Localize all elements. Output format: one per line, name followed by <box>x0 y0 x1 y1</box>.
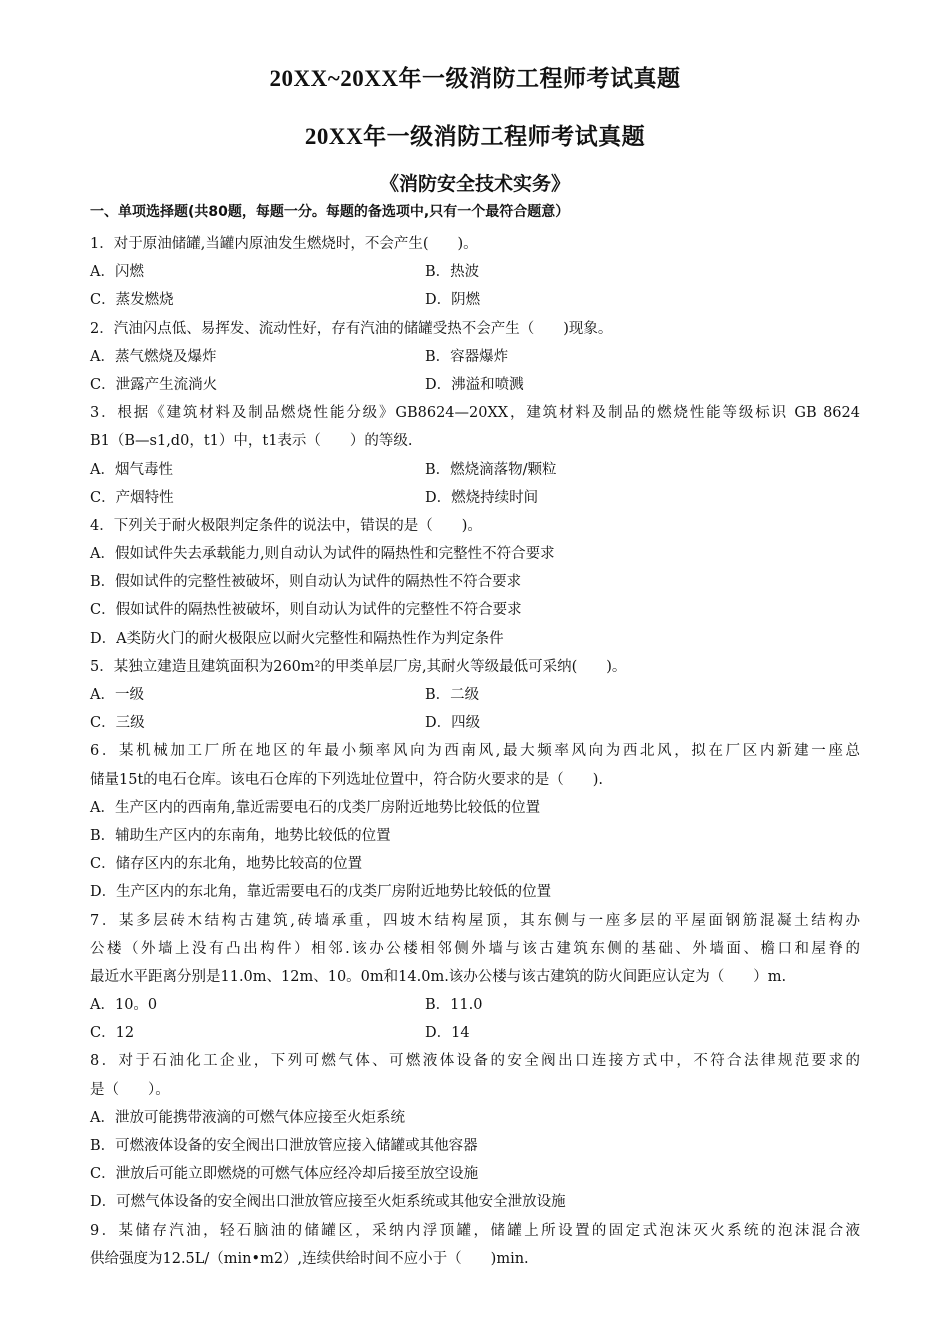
question-3-stem-line: B1（B—s1,d0，t1）中，t1表示（ ）的等级. <box>90 433 413 450</box>
question-3-option-row <box>90 484 860 512</box>
question-5-stem-line: 5．某独立建造且建筑面积为260m²的甲类单层厂房,其耐火等级最低可采纳( )。 <box>90 658 627 675</box>
document-title-range: 20XX~20XX年一级消防工程师考试真题 <box>269 66 681 91</box>
question-7-stem-line: 公楼（外墙上没有凸出构件）相邻.该办公楼相邻侧外墙与该古建筑东侧的基础、外墙面、檐口和屋脊的 <box>90 940 860 957</box>
question-1-option-row <box>90 258 860 286</box>
question-4-option: C．假如试件的隔热性被破坏，则自动认为试件的完整性不符合要求 <box>90 602 522 619</box>
question-5-option-row <box>90 709 860 737</box>
question-1-option: B．热波 <box>425 264 480 281</box>
question-7-stem-line: 最近水平距离分别是11.0m、12m、10。0m和14.0m.该办公楼与该古建筑的防火间距应认定为（ ）m. <box>90 968 787 985</box>
question-8-option: C．泄放后可能立即燃烧的可燃气体应经冷却后接至放空设施 <box>90 1166 479 1183</box>
question-4-option: D．A类防火门的耐火极限应以耐火完整性和隔热性作为判定条件 <box>90 630 504 647</box>
question-4-option: A．假如试件失去承载能力,则自动认为试件的隔热性和完整性不符合要求 <box>90 546 555 563</box>
question-1-option: C．蒸发燃烧 <box>90 292 174 309</box>
question-6-stem-line: 储量15t的电石仓库。该电石仓库的下列选址位置中，符合防火要求的是（ ). <box>90 771 604 788</box>
question-5-option: D．四级 <box>425 715 481 732</box>
question-3-option: A．烟气毒性 <box>90 461 173 478</box>
question-2-option-row <box>90 371 860 399</box>
question-7-option: B．11.0 <box>425 997 483 1014</box>
question-1-option-row <box>90 286 860 314</box>
question-4-stem-line: 4．下列关于耐火极限判定条件的说法中，错误的是（ )。 <box>90 517 482 534</box>
question-7-option-row <box>90 991 860 1019</box>
question-8-option: D．可燃气体设备的安全阀出口泄放管应接至火炬系统或其他安全泄放设施 <box>90 1194 566 1211</box>
subject-title: 《消防安全技术实务》 <box>379 173 570 195</box>
question-7-option: A．10。0 <box>90 997 158 1014</box>
question-2-option: C．泄露产生流淌火 <box>90 376 218 393</box>
question-5-option: B．二级 <box>425 687 480 703</box>
question-1-option: A．闪燃 <box>90 264 144 281</box>
question-6-option: A．生产区内的西南角,靠近需要电石的戊类厂房附近地势比较低的位置 <box>90 799 541 816</box>
question-6-option: D．生产区内的东北角，靠近需要电石的戊类厂房附近地势比较低的位置 <box>90 884 552 901</box>
question-3-option-row <box>90 456 860 484</box>
question-5-option: A．一级 <box>90 687 144 703</box>
question-5-option-row <box>90 681 860 709</box>
question-1-stem-line: 1．对于原油储罐,当罐内原油发生燃烧时，不会产生( )。 <box>90 236 478 252</box>
question-9-stem-line: 供给强度为12.5L/（min•m2）,连续供给时间不应小于（ )min. <box>90 1250 529 1267</box>
question-7-option: C．12 <box>90 1025 135 1042</box>
document-title-year: 20XX年一级消防工程师考试真题 <box>304 124 646 149</box>
question-4-option: B．假如试件的完整性被破坏，则自动认为试件的隔热性不符合要求 <box>90 574 522 591</box>
question-9-stem-line: 9．某储存汽油，轻石脑油的储罐区，采纳内浮顶罐，储罐上所设置的固定式泡沫灭火系统的泡沫混合液 <box>90 1222 860 1239</box>
section-heading: 一、单项选择题(共80题，每题一分。每题的备选项中,只有一个最符合题意） <box>90 204 570 220</box>
question-7-option-row <box>90 1019 860 1047</box>
question-8-stem-line: 8．对于石油化工企业，下列可燃气体、可燃液体设备的安全阀出口连接方式中，不符合法律规范要求的 <box>90 1053 860 1070</box>
question-7-stem-line: 7．某多层砖木结构古建筑,砖墙承重，四坡木结构屋顶，其东侧与一座多层的平屋面钢筋混凝土结构办 <box>90 912 860 929</box>
question-8-option: B．可燃液体设备的安全阀出口泄放管应接入储罐或其他容器 <box>90 1138 478 1154</box>
question-3-option: D．燃烧持续时间 <box>425 489 539 506</box>
question-8-option: A．泄放可能携带液滴的可燃气体应接至火炬系统 <box>90 1109 405 1126</box>
question-2-option-row <box>90 343 860 371</box>
question-8-stem-line: 是（ ）。 <box>90 1081 170 1098</box>
question-6-stem-line: 6．某机械加工厂所在地区的年最小频率风向为西南风,最大频率风向为西北风，拟在厂区内新建一座总 <box>90 743 860 760</box>
question-list <box>90 230 860 1273</box>
question-3-stem-line: 3．根据《建筑材料及制品燃烧性能分级》GB8624—20XX，建筑材料及制品的燃烧性能等级标识 GB 8624 <box>90 405 860 422</box>
question-2-option: D．沸溢和喷溅 <box>425 376 524 393</box>
question-2-option: B．容器爆炸 <box>425 348 509 365</box>
question-6-option: C．储存区内的东北角，地势比较高的位置 <box>90 856 363 873</box>
question-2-stem-line: 2．汽油闪点低、易挥发、流动性好，存有汽油的储罐受热不会产生（ )现象。 <box>90 320 613 337</box>
question-2-option: A．蒸气燃烧及爆炸 <box>90 348 217 365</box>
question-1-option: D．阴燃 <box>425 292 481 309</box>
question-5-option: C．三级 <box>90 715 145 732</box>
question-6-option: B．辅助生产区内的东南角，地势比较低的位置 <box>90 827 391 844</box>
question-3-option: B．燃烧滴落物/颗粒 <box>425 461 557 478</box>
question-7-option: D．14 <box>425 1025 470 1042</box>
question-3-option: C．产烟特性 <box>90 489 174 506</box>
